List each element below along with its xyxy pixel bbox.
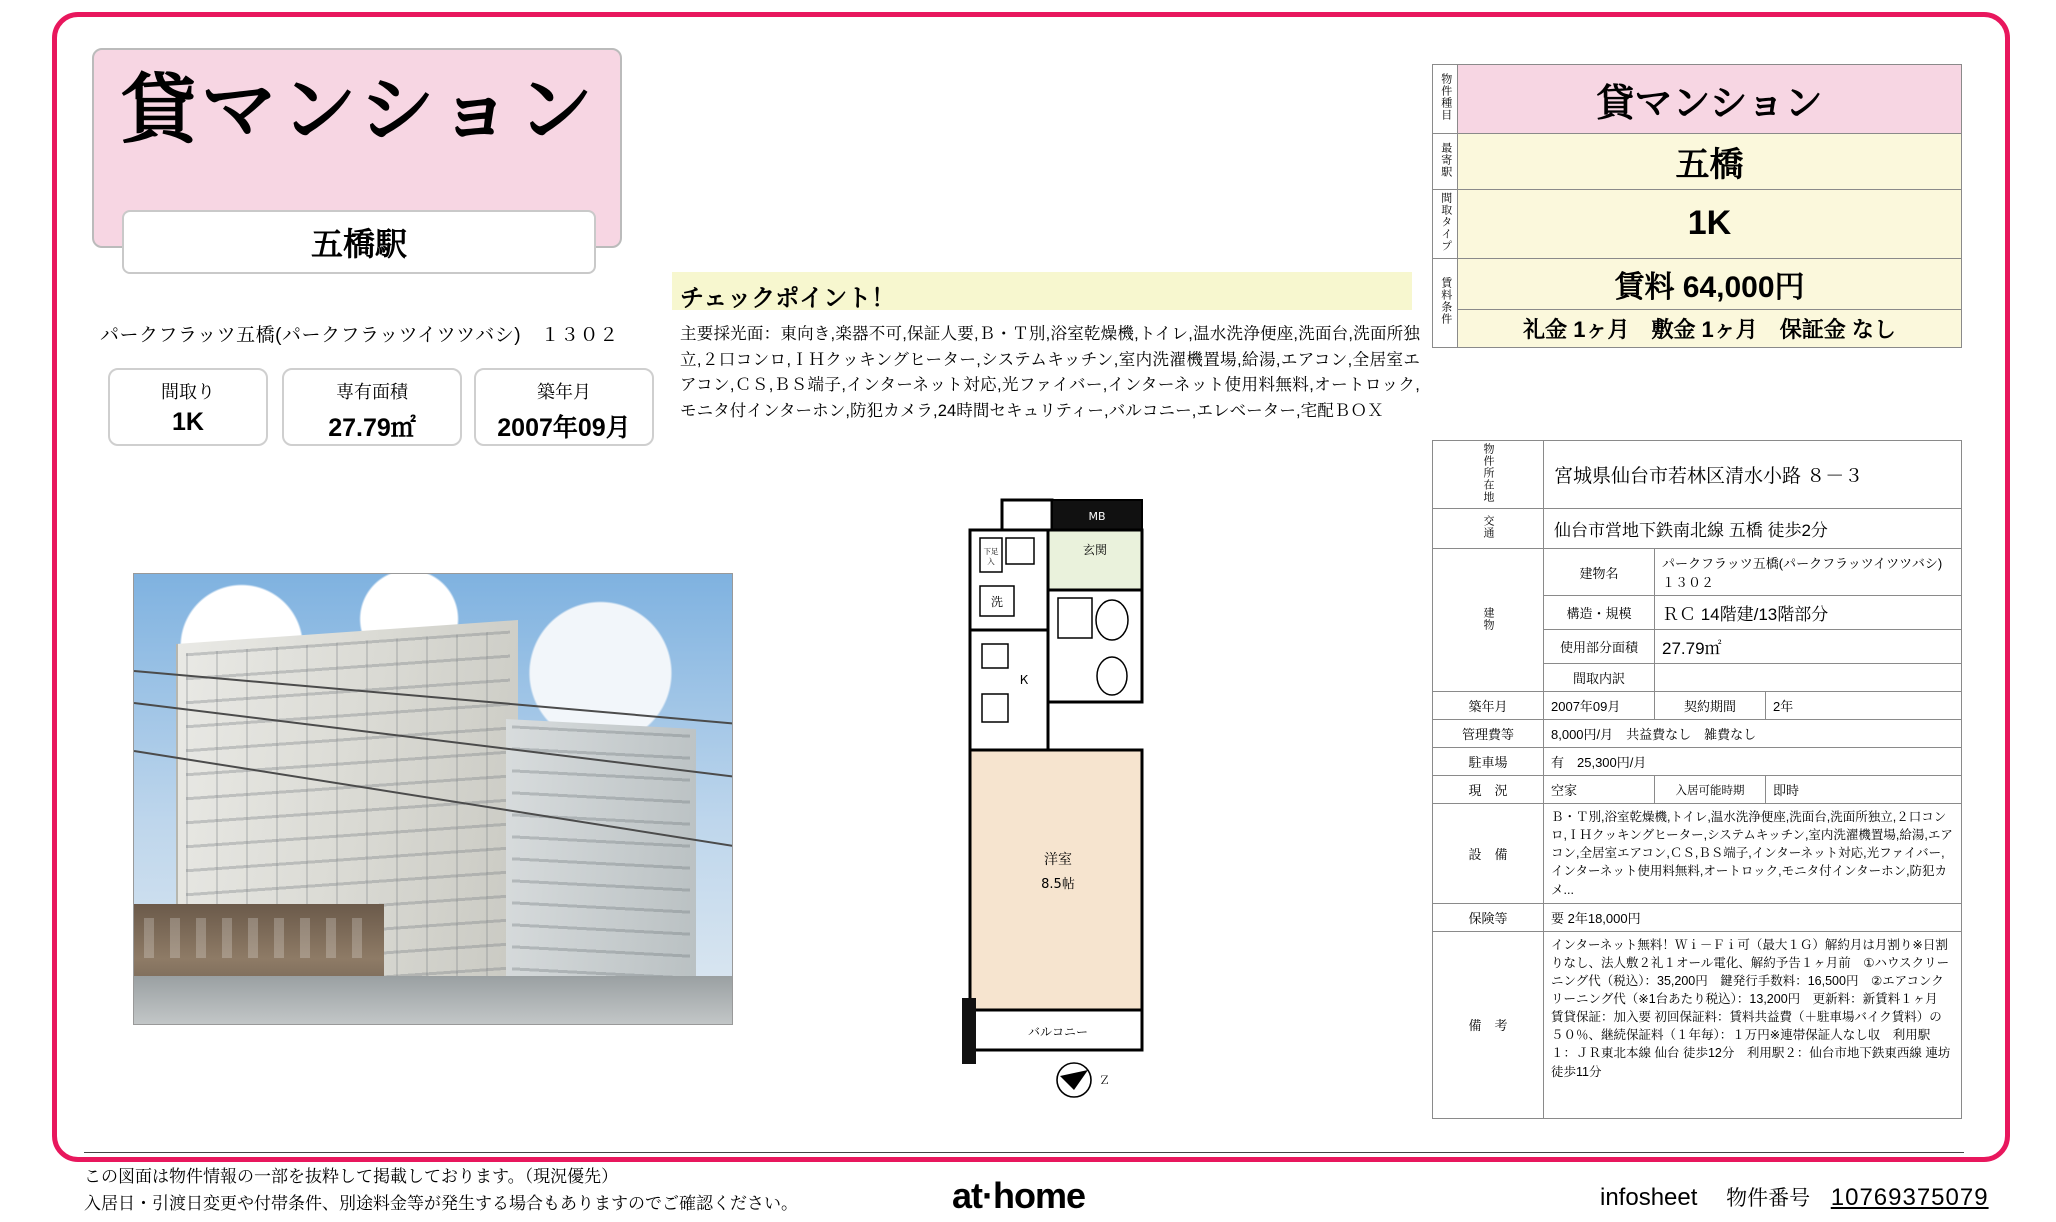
footer-note-line1: この図面は物件情報の一部を抜粋して掲載しております。（現況優先） [84,1167,619,1186]
photo-road [134,976,733,1024]
chip-area-label: 専有面積 [336,382,408,402]
svg-text:Ｚ: Ｚ [1099,1074,1110,1087]
building-key: 構造・規模 [1544,596,1655,630]
row-label [1433,134,1458,190]
building-value: ＲＣ 14階建/13階部分 [1655,596,1962,630]
row-label [1433,190,1458,259]
property-no-value: 10769375079 [1830,1184,1989,1211]
table-row [1433,65,1962,134]
svg-text:洋室: 洋室 [1044,852,1072,868]
table-row [1433,509,1962,549]
table-row [1433,720,1962,748]
svg-text:玄関: 玄関 [1082,543,1108,557]
chip-layout-label: 間取り [161,382,215,402]
nearest-station-value: 五橋 [1458,134,1962,190]
table-row [1433,776,1962,804]
building-key: 間取内訳 [1544,664,1655,692]
footer-note [84,1163,984,1217]
row-label-text: 賃料条件 [1439,276,1452,325]
contract-term-value: 2年 [1766,692,1962,720]
svg-text:下足: 下足 [983,547,999,556]
property-type-title: 貸マンション [120,65,598,154]
row-label-text: 最寄駅 [1439,141,1452,178]
table-row [1433,692,1962,720]
mgmt-fee-value: 8,000円/月 共益費なし 雑費なし [1544,720,1962,748]
checkpoint-body: 主要採光面：東向き,楽器不可,保証人要,Ｂ・Ｔ別,浴室乾燥機,トイレ,温水洗浄便座,洗面台,洗面所独立,２口コンロ,ＩＨクッキングヒーター,システムキッチン,室内洗濯機置場,給湯,エアコン,全居室エアコン,ＣＳ,ＢＳ端子,インターネット対応,光ファイバー,インターネット使用料無料,オートロック,モニタ付インターホン,防犯カメラ,24時間セキュリティー,バルコニー,エレベーター,宅配ＢＯＸ [680,325,1420,420]
infosheet-footer [1600,1182,1989,1212]
footer-note-line2: 入居日・引渡日変更や付帯条件、別途料金等が発生する場合もありますのでご確認ください。 [84,1194,798,1214]
chip-layout [108,368,268,446]
chip-built-label: 築年月 [537,382,591,402]
access-label [1433,509,1544,549]
availability-label: 入居可能時期 [1655,776,1766,804]
infosheet-label: infosheet [1600,1184,1698,1211]
equipment-label: 設 備 [1433,804,1544,904]
chip-area-value: 27.79㎡ [328,414,416,442]
availability-value: 即時 [1766,776,1962,804]
property-photo [133,573,733,1025]
deposit-value: 礼金 1ヶ月 敷金 1ヶ月 保証金 なし [1458,309,1962,347]
table-row [1433,441,1962,509]
insurance-label: 保険等 [1433,903,1544,931]
contract-term-label: 契約期間 [1655,692,1766,720]
svg-text:洗: 洗 [990,595,1004,609]
svg-text:バルコニー: バルコニー [1027,1025,1089,1039]
station-name-box: 五橋駅 [122,210,596,274]
remarks-value: インターネット無料！Ｗｉ－Ｆｉ可（最大１Ｇ）解約月は月割り※日割りなし、法人敷２礼１オール電化、解約予告１ヶ月前 ①ハウスクリーニング代（税込）：35,200円 鍵発行手数料：16,500円 ②エアコンクリーニング代（※1台あたり税込）：13,200円 更新料：新賃料１ヶ月 賃貸保証：加入要 初回保証料：賃料共益費（＋駐車場バイク賃料）の５０％、継続保証料（１年毎）：１万円※連帯保証人なし収 利用駅１：ＪＲ東北本線 仙台 徒歩12分 利用駅２：仙台市地下鉄東西線 連坊 徒歩11分 [1544,931,1962,1118]
row-label [1433,258,1458,347]
building-label-text: 建物 [1482,606,1495,631]
row-label-text: 物件種目 [1439,73,1452,122]
building-key: 使用部分面積 [1544,630,1655,664]
insurance-value: 要 2年18,000円 [1544,903,1962,931]
summary-table [1432,64,1962,348]
building-value: 27.79㎡ [1655,630,1962,664]
property-type-box [92,48,622,262]
athome-logo: at·home [952,1175,1086,1216]
building-label [1433,549,1544,692]
svg-text:入: 入 [987,557,995,566]
table-row [1433,309,1962,347]
table-row [1433,190,1962,259]
remarks-label: 備 考 [1433,931,1544,1118]
access-label-text: 交通 [1482,515,1495,540]
parking-value: 有 25,300円/月 [1544,748,1962,776]
table-row [1433,748,1962,776]
building-key: 建物名 [1544,549,1655,596]
rent-value: 賃料 64,000円 [1458,258,1962,309]
table-row [1433,931,1962,1118]
equipment-value: Ｂ・Ｔ別,浴室乾燥機,トイレ,温水洗浄便座,洗面台,洗面所独立,２口コンロ,ＩＨクッキングヒーター,システムキッチン,室内洗濯機置場,給湯,エアコン,全居室エアコン,ＣＳ,ＢＳ端子,インターネット対応,光ファイバー,インターネット使用料無料,オートロック,モニタ付インターホン,防犯カメ... [1544,804,1962,904]
chip-area [282,368,462,446]
building-name-text: パークフラッツ五橋(パークフラッツイツツバシ) １３０２ [100,325,619,346]
address-label [1433,441,1544,509]
address-label-text: 物件所在地 [1482,443,1495,503]
property-no-label: 物件番号 [1726,1187,1811,1210]
row-label-text: 間取タイプ [1439,192,1452,252]
layout-type-value: 1K [1458,190,1962,259]
row-label [1433,65,1458,134]
svg-text:К: К [1019,673,1029,687]
table-row [1433,903,1962,931]
status-label: 現 況 [1433,776,1544,804]
checkpoint-title: チェックポイント！ [680,285,896,312]
table-row [1433,258,1962,309]
built-label: 築年月 [1433,692,1544,720]
table-row [1433,134,1962,190]
footer-divider [84,1152,1964,1153]
built-value: 2007年09月 [1544,692,1655,720]
chip-built [474,368,654,446]
table-row [1433,549,1962,596]
parking-label: 駐車場 [1433,748,1544,776]
floor-plan-drawing [962,498,1182,1098]
building-value: パークフラッツ五橋(パークフラッツイツツバシ) １３０２ [1655,549,1962,596]
mgmt-fee-label: 管理費等 [1433,720,1544,748]
chip-layout-value: 1K [172,408,204,436]
svg-text:MB: MB [1088,510,1106,523]
svg-text:8.5帖: 8.5帖 [1041,877,1075,892]
chip-built-value: 2007年09月 [497,414,631,442]
access-value: 仙台市営地下鉄南北線 五橋 徒歩2分 [1544,509,1962,549]
building-value [1655,664,1962,692]
address-value: 宮城県仙台市若林区清水小路 ８－３ [1544,441,1962,509]
detail-table [1432,440,1962,1119]
property-type-value: 貸マンション [1458,65,1962,134]
table-row [1433,804,1962,904]
status-value: 空家 [1544,776,1655,804]
